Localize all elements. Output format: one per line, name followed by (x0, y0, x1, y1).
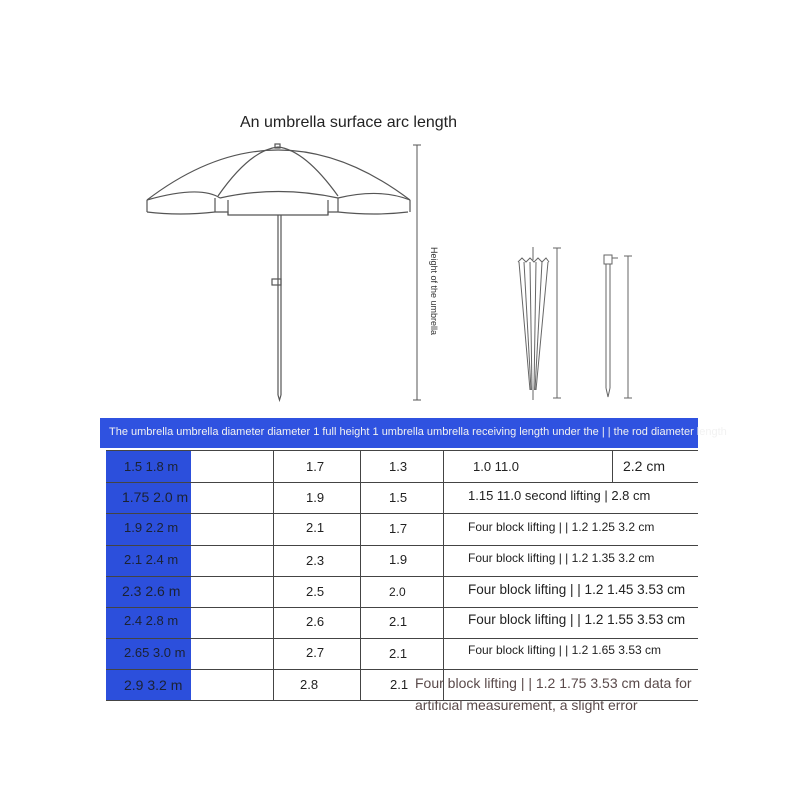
row-divider (106, 638, 698, 639)
diameter-cell: 1.9 2.2 m (124, 520, 179, 535)
column-divider (273, 450, 274, 701)
height-dimension-line (413, 145, 421, 400)
height-cell: 2.6 (306, 614, 325, 629)
row-divider (106, 450, 698, 451)
row-divider (106, 482, 698, 483)
table-header-text: The umbrella umbrella diameter diameter 1 full height 1 umbrella umbrella receiving length under the | | the rod diameter length (109, 426, 727, 438)
height-cell: 2.3 (306, 553, 325, 568)
receiving-length-cell: 2.1 (390, 677, 409, 692)
diameter-cell: 1.75 2.0 m (122, 489, 189, 505)
diagram-title: An umbrella surface arc length (240, 114, 457, 131)
height-cell: 1.9 (306, 490, 325, 505)
column-divider (360, 450, 361, 701)
receiving-length-cell: 2.1 (389, 646, 408, 661)
measurement-note: Four block lifting | | 1.2 1.75 3.53 cm data for artificial measurement, a slight error (415, 675, 692, 713)
height-cell: 2.8 (300, 677, 319, 692)
row-divider (106, 607, 698, 608)
detail-cell: Four block lifting | | 1.2 1.45 3.53 cm (468, 582, 686, 597)
receiving-length-cell: 2.1 (389, 614, 408, 629)
receiving-length-cell: 2.0 (389, 585, 406, 599)
receiving-length-cell: 1.9 (389, 552, 408, 567)
diameter-cell: 2.4 2.8 m (124, 613, 179, 628)
detail-cell: Four block lifting | | 1.2 1.35 3.2 cm (468, 551, 655, 565)
detail-cell: Four block lifting | | 1.2 1.25 3.2 cm (468, 520, 655, 534)
receiving-length-cell: 1.3 (389, 459, 408, 474)
diameter-cell: 1.5 1.8 m (124, 459, 179, 474)
detail-cell: Four block lifting | | 1.2 1.55 3.53 cm (468, 612, 686, 627)
diameter-cell: 2.65 3.0 m (124, 645, 186, 660)
height-cell: 2.7 (306, 645, 325, 660)
column-divider (612, 450, 613, 482)
receiving-length-cell: 1.5 (389, 490, 408, 505)
height-label: Height of the umbrella (429, 247, 439, 336)
diameter-cell: 2.1 2.4 m (124, 552, 179, 567)
detail-cell: Four block lifting | | 1.2 1.65 3.53 cm (468, 643, 661, 657)
height-cell: 2.5 (306, 584, 325, 599)
height-cell: 1.7 (306, 459, 325, 474)
row-divider (106, 513, 698, 514)
receiving-length-cell: 1.7 (389, 521, 408, 536)
row-divider (106, 669, 698, 670)
row-divider (106, 576, 698, 577)
closed-umbrella-drawing (518, 247, 561, 400)
column-divider (443, 450, 444, 701)
height-cell: 2.1 (306, 520, 325, 535)
detail-cell: 1.0 11.0 (473, 459, 520, 474)
rod-diameter-cell: 2.2 cm (623, 458, 666, 474)
diameter-cell: 2.3 2.6 m (122, 583, 181, 599)
open-umbrella-drawing (147, 144, 410, 400)
detail-cell: 1.15 11.0 second lifting | 2.8 cm (468, 488, 651, 503)
rod-drawing (604, 255, 632, 398)
row-divider (106, 545, 698, 546)
diameter-cell: 2.9 3.2 m (124, 677, 183, 693)
